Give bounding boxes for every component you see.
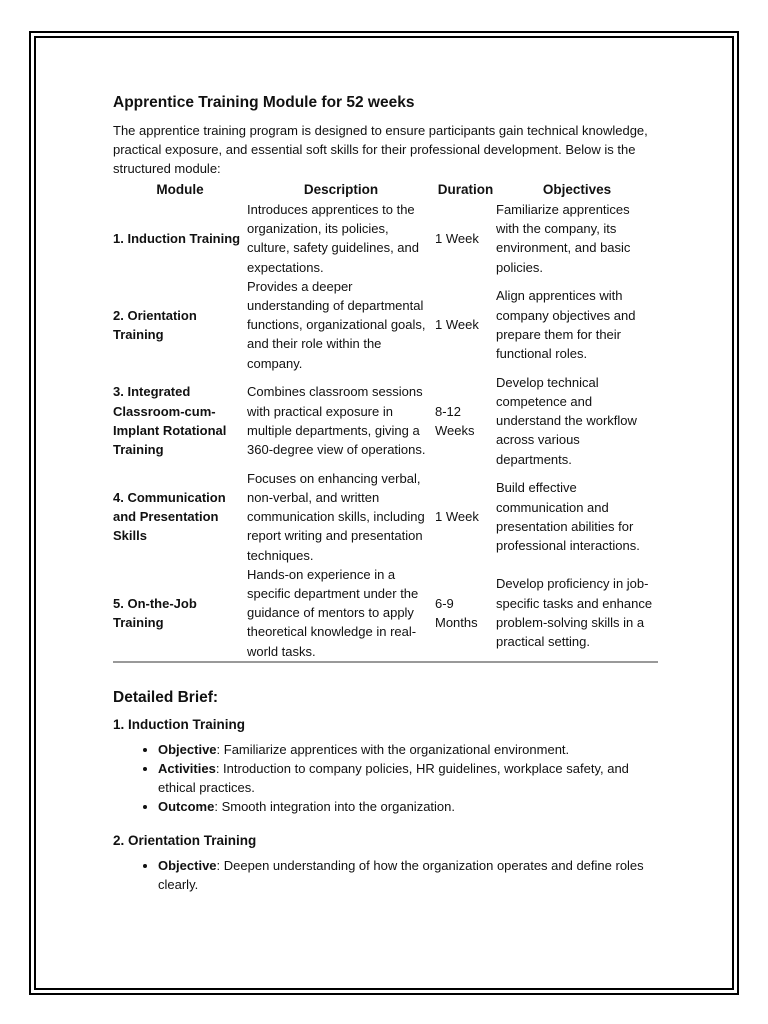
bullet-label: Objective	[158, 857, 217, 873]
document-body	[113, 93, 658, 894]
bullet-text: : Deepen understanding of how the organization operates and define roles clearly.	[158, 857, 644, 892]
module-objectives: Build effective communication and presentation abilities for professional interactions.	[496, 480, 640, 554]
induction-bullet-list	[113, 740, 658, 816]
module-objectives: Develop technical competence and understand the workflow across various departments.	[496, 374, 637, 467]
module-duration: 1 Week	[435, 230, 479, 246]
table-row	[113, 373, 658, 469]
module-name: 2. Orientation Training	[113, 307, 197, 342]
bullet-label: Activities	[158, 760, 216, 776]
module-name: 4. Communication and Presentation Skills	[113, 490, 226, 544]
table-header-row	[113, 180, 658, 200]
module-description: Introduces apprentices to the organization, its policies, culture, safety guidelines, and expectations.	[247, 202, 419, 275]
module-description: Provides a deeper understanding of departmental functions, organizational goals, and their role within the company.	[247, 278, 426, 371]
module-duration: 8-12 Weeks	[435, 403, 475, 438]
document-title: Apprentice Training Module for 52 weeks	[113, 94, 415, 111]
table-row	[113, 200, 658, 277]
module-objectives: Develop proficiency in job-specific tasks and enhance problem-solving skills in a practical setting.	[496, 576, 653, 650]
module-description: Focuses on enhancing verbal, non-verbal, and written communication skills, including report writing and presentation techniques.	[247, 470, 425, 563]
list-item	[158, 759, 658, 797]
module-duration: 1 Week	[435, 317, 479, 333]
intro-paragraph: The apprentice training program is designed to ensure participants gain technical knowledge, practical exposure, and essential soft skills for their professional development. Below is the structured module:	[113, 123, 648, 176]
header-module: Module	[156, 182, 204, 197]
module-name: 1. Induction Training	[113, 230, 241, 246]
section-gap	[113, 816, 658, 826]
module-table	[113, 180, 658, 663]
module-description: Hands-on experience in a specific department under the guidance of mentors to apply theoretical knowledge in real-world tasks.	[247, 566, 419, 659]
orientation-bullet-list	[113, 856, 658, 894]
list-item	[158, 740, 658, 759]
header-description: Description	[303, 182, 379, 197]
bullet-label: Objective	[158, 741, 217, 757]
detailed-brief-heading: Detailed Brief:	[113, 688, 219, 706]
module-duration: 1 Week	[435, 509, 479, 525]
header-objectives: Objectives	[542, 182, 612, 197]
bullet-label: Outcome	[158, 798, 215, 814]
bullet-text: : Familiarize apprentices with the organizational environment.	[216, 741, 570, 757]
header-duration: Duration	[437, 182, 494, 197]
module-name: 3. Integrated Classroom-cum-Implant Rotational Training	[113, 384, 227, 458]
table-row	[113, 469, 658, 565]
bullet-text: : Smooth integration into the organization.	[214, 798, 455, 814]
module-objectives: Familiarize apprentices with the company, its environment, and basic policies.	[496, 202, 631, 275]
table-row	[113, 565, 658, 662]
module-name: 5. On-the-Job Training	[113, 595, 197, 630]
section-heading-orientation: 2. Orientation Training	[113, 832, 257, 848]
table-row	[113, 277, 658, 373]
section-heading-induction: 1. Induction Training	[113, 716, 246, 732]
module-description: Combines classroom sessions with practical exposure in multiple departments, giving a 360-degree view of operations.	[247, 384, 426, 458]
module-objectives: Align apprentices with company objectives and prepare them for their functional roles.	[496, 288, 636, 362]
module-duration: 6-9 Months	[435, 595, 478, 630]
list-item	[158, 797, 658, 816]
list-item	[158, 856, 658, 894]
bullet-text: : Introduction to company policies, HR guidelines, workplace safety, and ethical practices.	[158, 760, 629, 795]
